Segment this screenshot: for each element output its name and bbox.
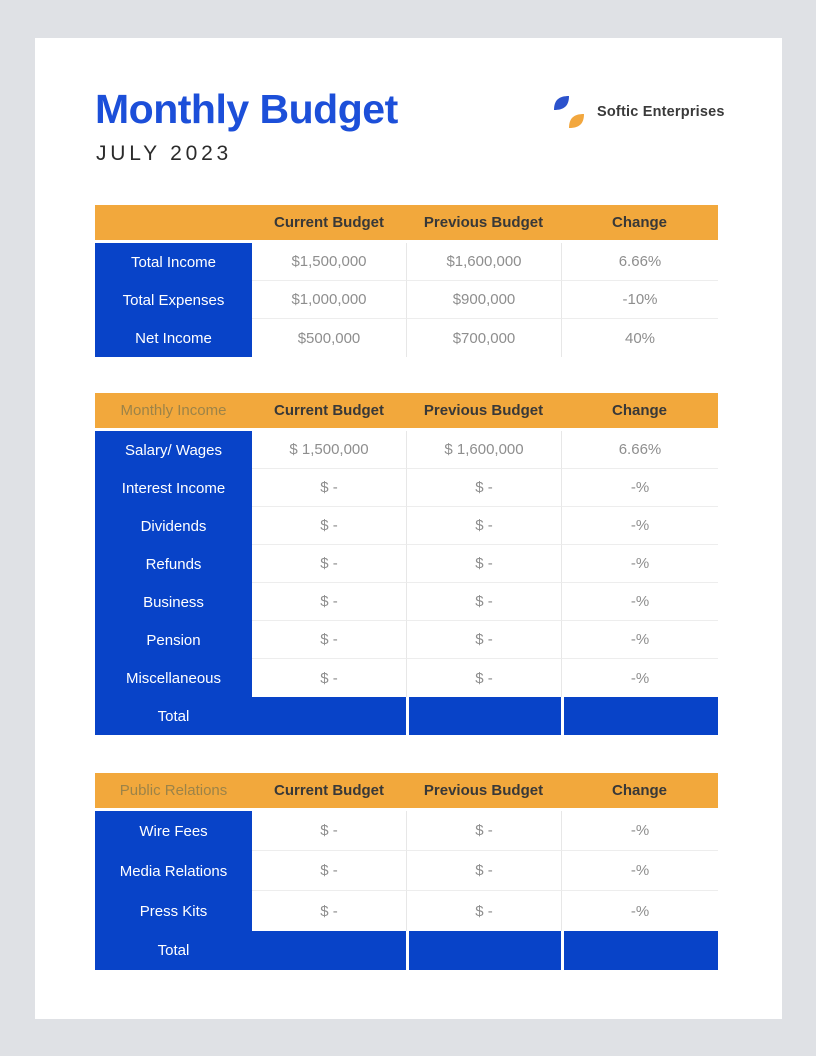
table-header-row	[95, 773, 718, 808]
budget-tables	[35, 38, 782, 1019]
cell-previous-budget: $ -	[406, 811, 561, 851]
total-label: Total	[157, 707, 190, 725]
page-subtitle: JULY 2023	[96, 142, 232, 165]
table-row	[95, 621, 718, 659]
document-sheet	[35, 38, 782, 1019]
table-body	[95, 811, 718, 931]
cell-current-budget: $ -	[252, 507, 406, 545]
row-label: Press Kits	[95, 891, 252, 931]
total-label-block	[95, 931, 406, 970]
cell-current-budget: $ -	[252, 583, 406, 621]
table-row	[95, 891, 718, 931]
cell-change: -%	[561, 811, 718, 851]
total-row	[95, 931, 718, 970]
table-header-row	[95, 205, 718, 240]
table-row	[95, 659, 718, 697]
column-header-current-budget: Current Budget	[274, 782, 384, 799]
column-header-current-budget: Current Budget	[274, 402, 384, 419]
table-corner-label: Public Relations	[119, 782, 228, 799]
cell-previous-budget: $900,000	[406, 281, 561, 319]
cell-current-budget: $1,500,000	[252, 243, 406, 281]
cell-current-budget: $1,000,000	[252, 281, 406, 319]
cell-previous-budget: $ -	[406, 545, 561, 583]
cell-current-budget: $ -	[252, 811, 406, 851]
cell-previous-budget: $ -	[406, 507, 561, 545]
table-row	[95, 851, 718, 891]
cell-change: 6.66%	[561, 431, 718, 469]
monthly-income-table	[95, 393, 718, 735]
table-corner-label: Monthly Income	[120, 402, 227, 419]
cell-change: -%	[561, 621, 718, 659]
table-header-row	[95, 393, 718, 428]
row-label: Dividends	[95, 507, 252, 545]
cell-previous-budget: $ 1,600,000	[406, 431, 561, 469]
table-row	[95, 243, 718, 281]
column-header-previous-budget: Previous Budget	[423, 214, 544, 231]
total-label-block	[95, 697, 406, 735]
row-label: Miscellaneous	[95, 659, 252, 697]
total-change-block	[561, 931, 718, 970]
table-body	[95, 431, 718, 697]
table-body	[95, 243, 718, 357]
cell-previous-budget: $ -	[406, 851, 561, 891]
cell-change: 6.66%	[561, 243, 718, 281]
table-row	[95, 431, 718, 469]
cell-change: -%	[561, 659, 718, 697]
cell-change: -%	[561, 583, 718, 621]
column-header-previous-budget: Previous Budget	[423, 402, 544, 419]
cell-current-budget: $ -	[252, 469, 406, 507]
column-header-change: Change	[611, 214, 667, 231]
table-row	[95, 281, 718, 319]
cell-previous-budget: $ -	[406, 891, 561, 931]
cell-change: -10%	[561, 281, 718, 319]
table-row	[95, 811, 718, 851]
cell-previous-budget: $1,600,000	[406, 243, 561, 281]
row-label: Pension	[95, 621, 252, 659]
row-label: Interest Income	[95, 469, 252, 507]
summary-table	[95, 205, 718, 357]
table-row	[95, 545, 718, 583]
total-current-budget-block	[406, 931, 561, 970]
cell-change: -%	[561, 469, 718, 507]
total-change-block	[561, 697, 718, 735]
page-title: Monthly Budget	[95, 86, 398, 132]
row-label: Refunds	[95, 545, 252, 583]
row-label: Total Expenses	[95, 281, 252, 319]
row-label: Media Relations	[95, 851, 252, 891]
cell-previous-budget: $ -	[406, 659, 561, 697]
table-row	[95, 507, 718, 545]
cell-current-budget: $500,000	[252, 319, 406, 357]
cell-previous-budget: $700,000	[406, 319, 561, 357]
cell-current-budget: $ -	[252, 851, 406, 891]
public-relations-table	[95, 773, 718, 970]
table-row	[95, 583, 718, 621]
cell-change: -%	[561, 891, 718, 931]
cell-previous-budget: $ -	[406, 469, 561, 507]
cell-current-budget: $ 1,500,000	[252, 431, 406, 469]
row-label: Net Income	[95, 319, 252, 357]
total-row	[95, 697, 718, 735]
column-header-current-budget: Current Budget	[274, 214, 384, 231]
row-label: Salary/ Wages	[95, 431, 252, 469]
cell-current-budget: $ -	[252, 891, 406, 931]
cell-previous-budget: $ -	[406, 621, 561, 659]
column-header-previous-budget: Previous Budget	[423, 782, 544, 799]
row-label: Business	[95, 583, 252, 621]
row-label: Total Income	[95, 243, 252, 281]
cell-current-budget: $ -	[252, 545, 406, 583]
cell-change: -%	[561, 851, 718, 891]
column-header-change: Change	[611, 402, 667, 419]
cell-previous-budget: $ -	[406, 583, 561, 621]
table-corner-label	[95, 205, 252, 240]
cell-change: -%	[561, 507, 718, 545]
cell-current-budget: $ -	[252, 621, 406, 659]
total-current-budget-block	[406, 697, 561, 735]
cell-current-budget: $ -	[252, 659, 406, 697]
column-header-change: Change	[611, 782, 667, 799]
cell-change: -%	[561, 545, 718, 583]
total-label: Total	[157, 942, 190, 959]
company-name: Softic Enterprises	[597, 104, 725, 120]
row-label: Wire Fees	[95, 811, 252, 851]
table-row	[95, 319, 718, 357]
cell-change: 40%	[561, 319, 718, 357]
table-row	[95, 469, 718, 507]
